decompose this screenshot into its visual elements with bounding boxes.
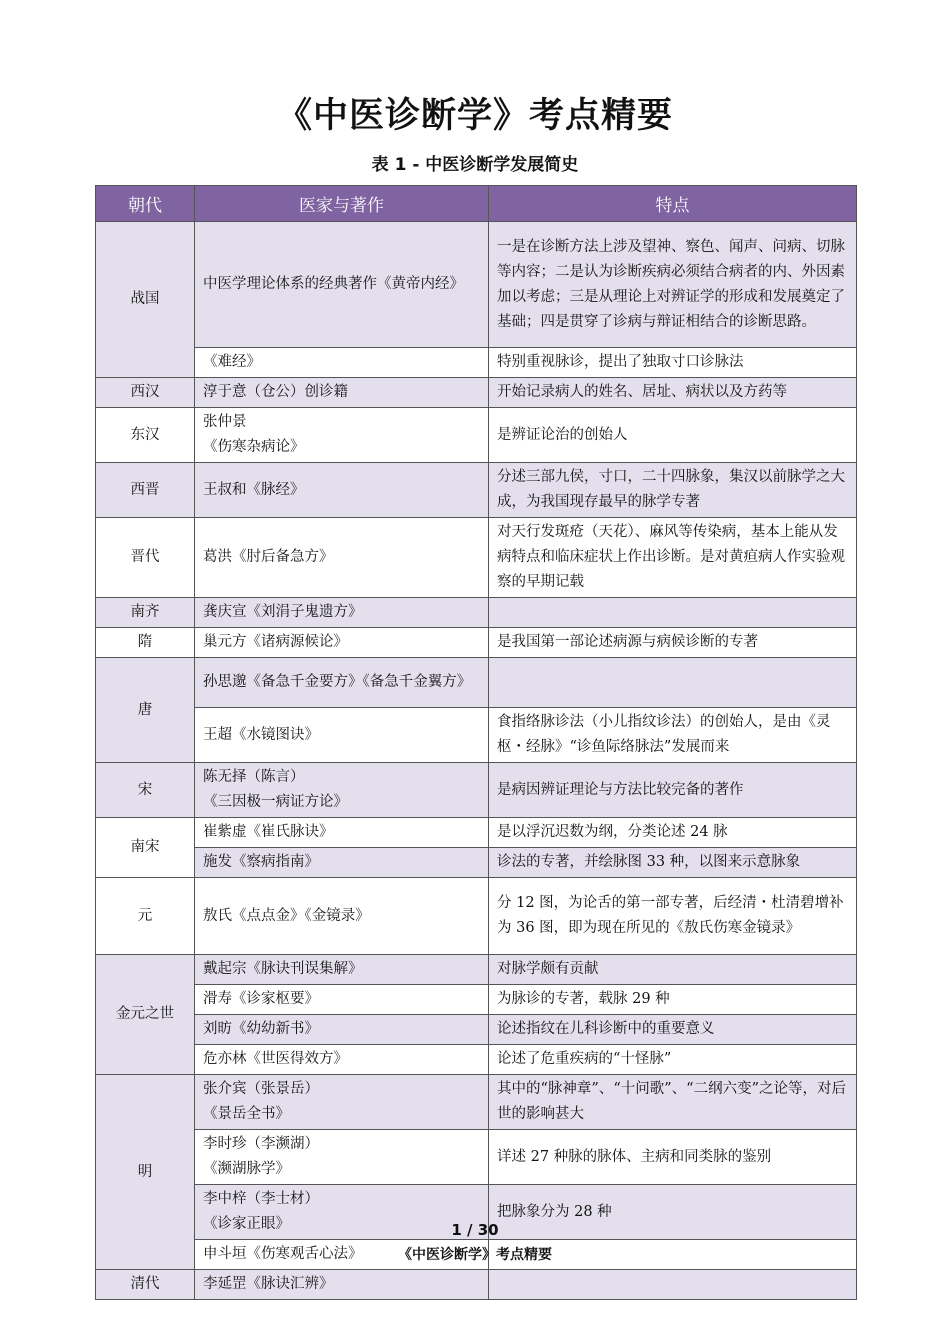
works-cell: 孙思邈《备急千金要方》《备急千金翼方》 (195, 658, 489, 708)
works-cell: 危亦林《世医得效方》 (195, 1045, 489, 1075)
features-cell: 论述了危重疾病的“十怪脉” (489, 1045, 857, 1075)
table-row (96, 1270, 857, 1300)
header-dynasty: 朝代 (96, 186, 195, 222)
table-row (96, 222, 857, 348)
works-cell: 《难经》 (195, 348, 489, 378)
table-row (96, 818, 857, 848)
table-row (96, 1130, 857, 1185)
works-cell: 王叔和《脉经》 (195, 463, 489, 518)
features-cell: 一是在诊断方法上涉及望神、察色、闻声、问病、切脉等内容；二是认为诊断疾病必须结合病者的内、外因素加以考虑；三是从理论上对辨证学的形成和发展奠定了基础；四是贯穿了诊病与辩证相结合的诊断思路。 (489, 222, 857, 348)
table-row (96, 848, 857, 878)
table-row (96, 658, 857, 708)
features-cell: 食指络脉诊法（小儿指纹诊法）的创始人，是由《灵枢・经脉》“诊鱼际络脉法”发展而来 (489, 708, 857, 763)
dynasty-cell: 隋 (96, 628, 195, 658)
dynasty-cell: 金元之世 (96, 955, 195, 1075)
works-cell: 戴起宗《脉诀刊误集解》 (195, 955, 489, 985)
features-cell (489, 658, 857, 708)
works-cell: 龚庆宣《刘涓子鬼遗方》 (195, 598, 489, 628)
works-cell: 申斗垣《伤寒观舌心法》 (195, 1240, 489, 1270)
dynasty-cell: 唐 (96, 658, 195, 763)
works-cell: 葛洪《肘后备急方》 (195, 518, 489, 598)
dynasty-cell: 南宋 (96, 818, 195, 878)
dynasty-cell: 西晋 (96, 463, 195, 518)
features-cell: 把脉象分为 28 种 (489, 1185, 857, 1240)
table-row (96, 1075, 857, 1130)
document-title: 《中医诊断学》考点精要 (276, 96, 673, 136)
features-cell (489, 598, 857, 628)
table-row (96, 628, 857, 658)
table-caption: 表 1 - 中医诊断学发展简史 (371, 155, 579, 175)
table-row (96, 708, 857, 763)
dynasty-cell: 南齐 (96, 598, 195, 628)
works-cell: 施发《察病指南》 (195, 848, 489, 878)
works-cell: 李中梓（李士材） 《诊家正眼》 (195, 1185, 489, 1240)
table-row (96, 348, 857, 378)
table-row (96, 408, 857, 463)
features-cell: 其中的“脉神章”、“十问歌”、“二纲六变”之论等，对后世的影响甚大 (489, 1075, 857, 1130)
table-row (96, 463, 857, 518)
table-row (96, 598, 857, 628)
table-row (96, 763, 857, 818)
table-row (96, 955, 857, 985)
table-header-row (96, 186, 857, 222)
features-cell: 是我国第一部论述病源与病候诊断的专著 (489, 628, 857, 658)
table-row (96, 1015, 857, 1045)
table-row (96, 378, 857, 408)
header-works: 医家与著作 (195, 186, 489, 222)
works-cell: 崔紫虚《崔氏脉诀》 (195, 818, 489, 848)
dynasty-cell: 清代 (96, 1270, 195, 1300)
works-cell: 张仲景 《伤寒杂病论》 (195, 408, 489, 463)
features-cell: 对天行发斑疮（天花）、麻风等传染病，基本上能从发病特点和临床症状上作出诊断。是对黄疸病人作实验观察的早期记载 (489, 518, 857, 598)
table-row (96, 518, 857, 598)
table-row (96, 985, 857, 1015)
works-cell: 敖氏《点点金》《金镜录》 (195, 878, 489, 955)
features-cell: 是病因辨证理论与方法比较完备的著作 (489, 763, 857, 818)
works-cell: 李延罡《脉诀汇辨》 (195, 1270, 489, 1300)
works-cell: 李时珍（李濒湖） 《濒湖脉学》 (195, 1130, 489, 1185)
works-cell: 刘昉《幼幼新书》 (195, 1015, 489, 1045)
features-cell: 特别重视脉诊，提出了独取寸口诊脉法 (489, 348, 857, 378)
features-cell: 详述 27 种脉的脉体、主病和同类脉的鉴别 (489, 1130, 857, 1185)
features-cell: 分 12 图，为论舌的第一部专著，后经清・杜清碧增补为 36 图，即为现在所见的《敖氏伤寒金镜录》 (489, 878, 857, 955)
features-cell: 为脉诊的专著，载脉 29 种 (489, 985, 857, 1015)
history-table (95, 185, 857, 1300)
dynasty-cell: 东汉 (96, 408, 195, 463)
works-cell: 张介宾（张景岳） 《景岳全书》 (195, 1075, 489, 1130)
features-cell: 是辨证论治的创始人 (489, 408, 857, 463)
works-cell: 滑寿《诊家枢要》 (195, 985, 489, 1015)
features-cell: 诊法的专著，并绘脉图 33 种，以图来示意脉象 (489, 848, 857, 878)
features-cell (489, 1270, 857, 1300)
features-cell: 对脉学颇有贡献 (489, 955, 857, 985)
footer-title: 《中医诊断学》考点精要 (398, 1247, 552, 1263)
dynasty-cell: 战国 (96, 222, 195, 378)
dynasty-cell: 晋代 (96, 518, 195, 598)
features-cell: 是以浮沉迟数为纲，分类论述 24 脉 (489, 818, 857, 848)
table-row (96, 878, 857, 955)
dynasty-cell: 西汉 (96, 378, 195, 408)
works-cell: 巢元方《诸病源候论》 (195, 628, 489, 658)
dynasty-cell: 明 (96, 1075, 195, 1270)
works-cell: 中医学理论体系的经典著作《黄帝内经》 (195, 222, 489, 348)
works-cell: 王超《水镜图诀》 (195, 708, 489, 763)
features-cell: 开始记录病人的姓名、居址、病状以及方药等 (489, 378, 857, 408)
dynasty-cell: 宋 (96, 763, 195, 818)
dynasty-cell: 元 (96, 878, 195, 955)
header-features: 特点 (489, 186, 857, 222)
table-row (96, 1045, 857, 1075)
page-number: 1 / 30 (451, 1221, 499, 1239)
features-cell: 分述三部九侯，寸口，二十四脉象，集汉以前脉学之大成，为我国现存最早的脉学专著 (489, 463, 857, 518)
features-cell: 论述指纹在儿科诊断中的重要意义 (489, 1015, 857, 1045)
works-cell: 淳于意（仓公）创诊籍 (195, 378, 489, 408)
works-cell: 陈无择（陈言） 《三因极一病证方论》 (195, 763, 489, 818)
